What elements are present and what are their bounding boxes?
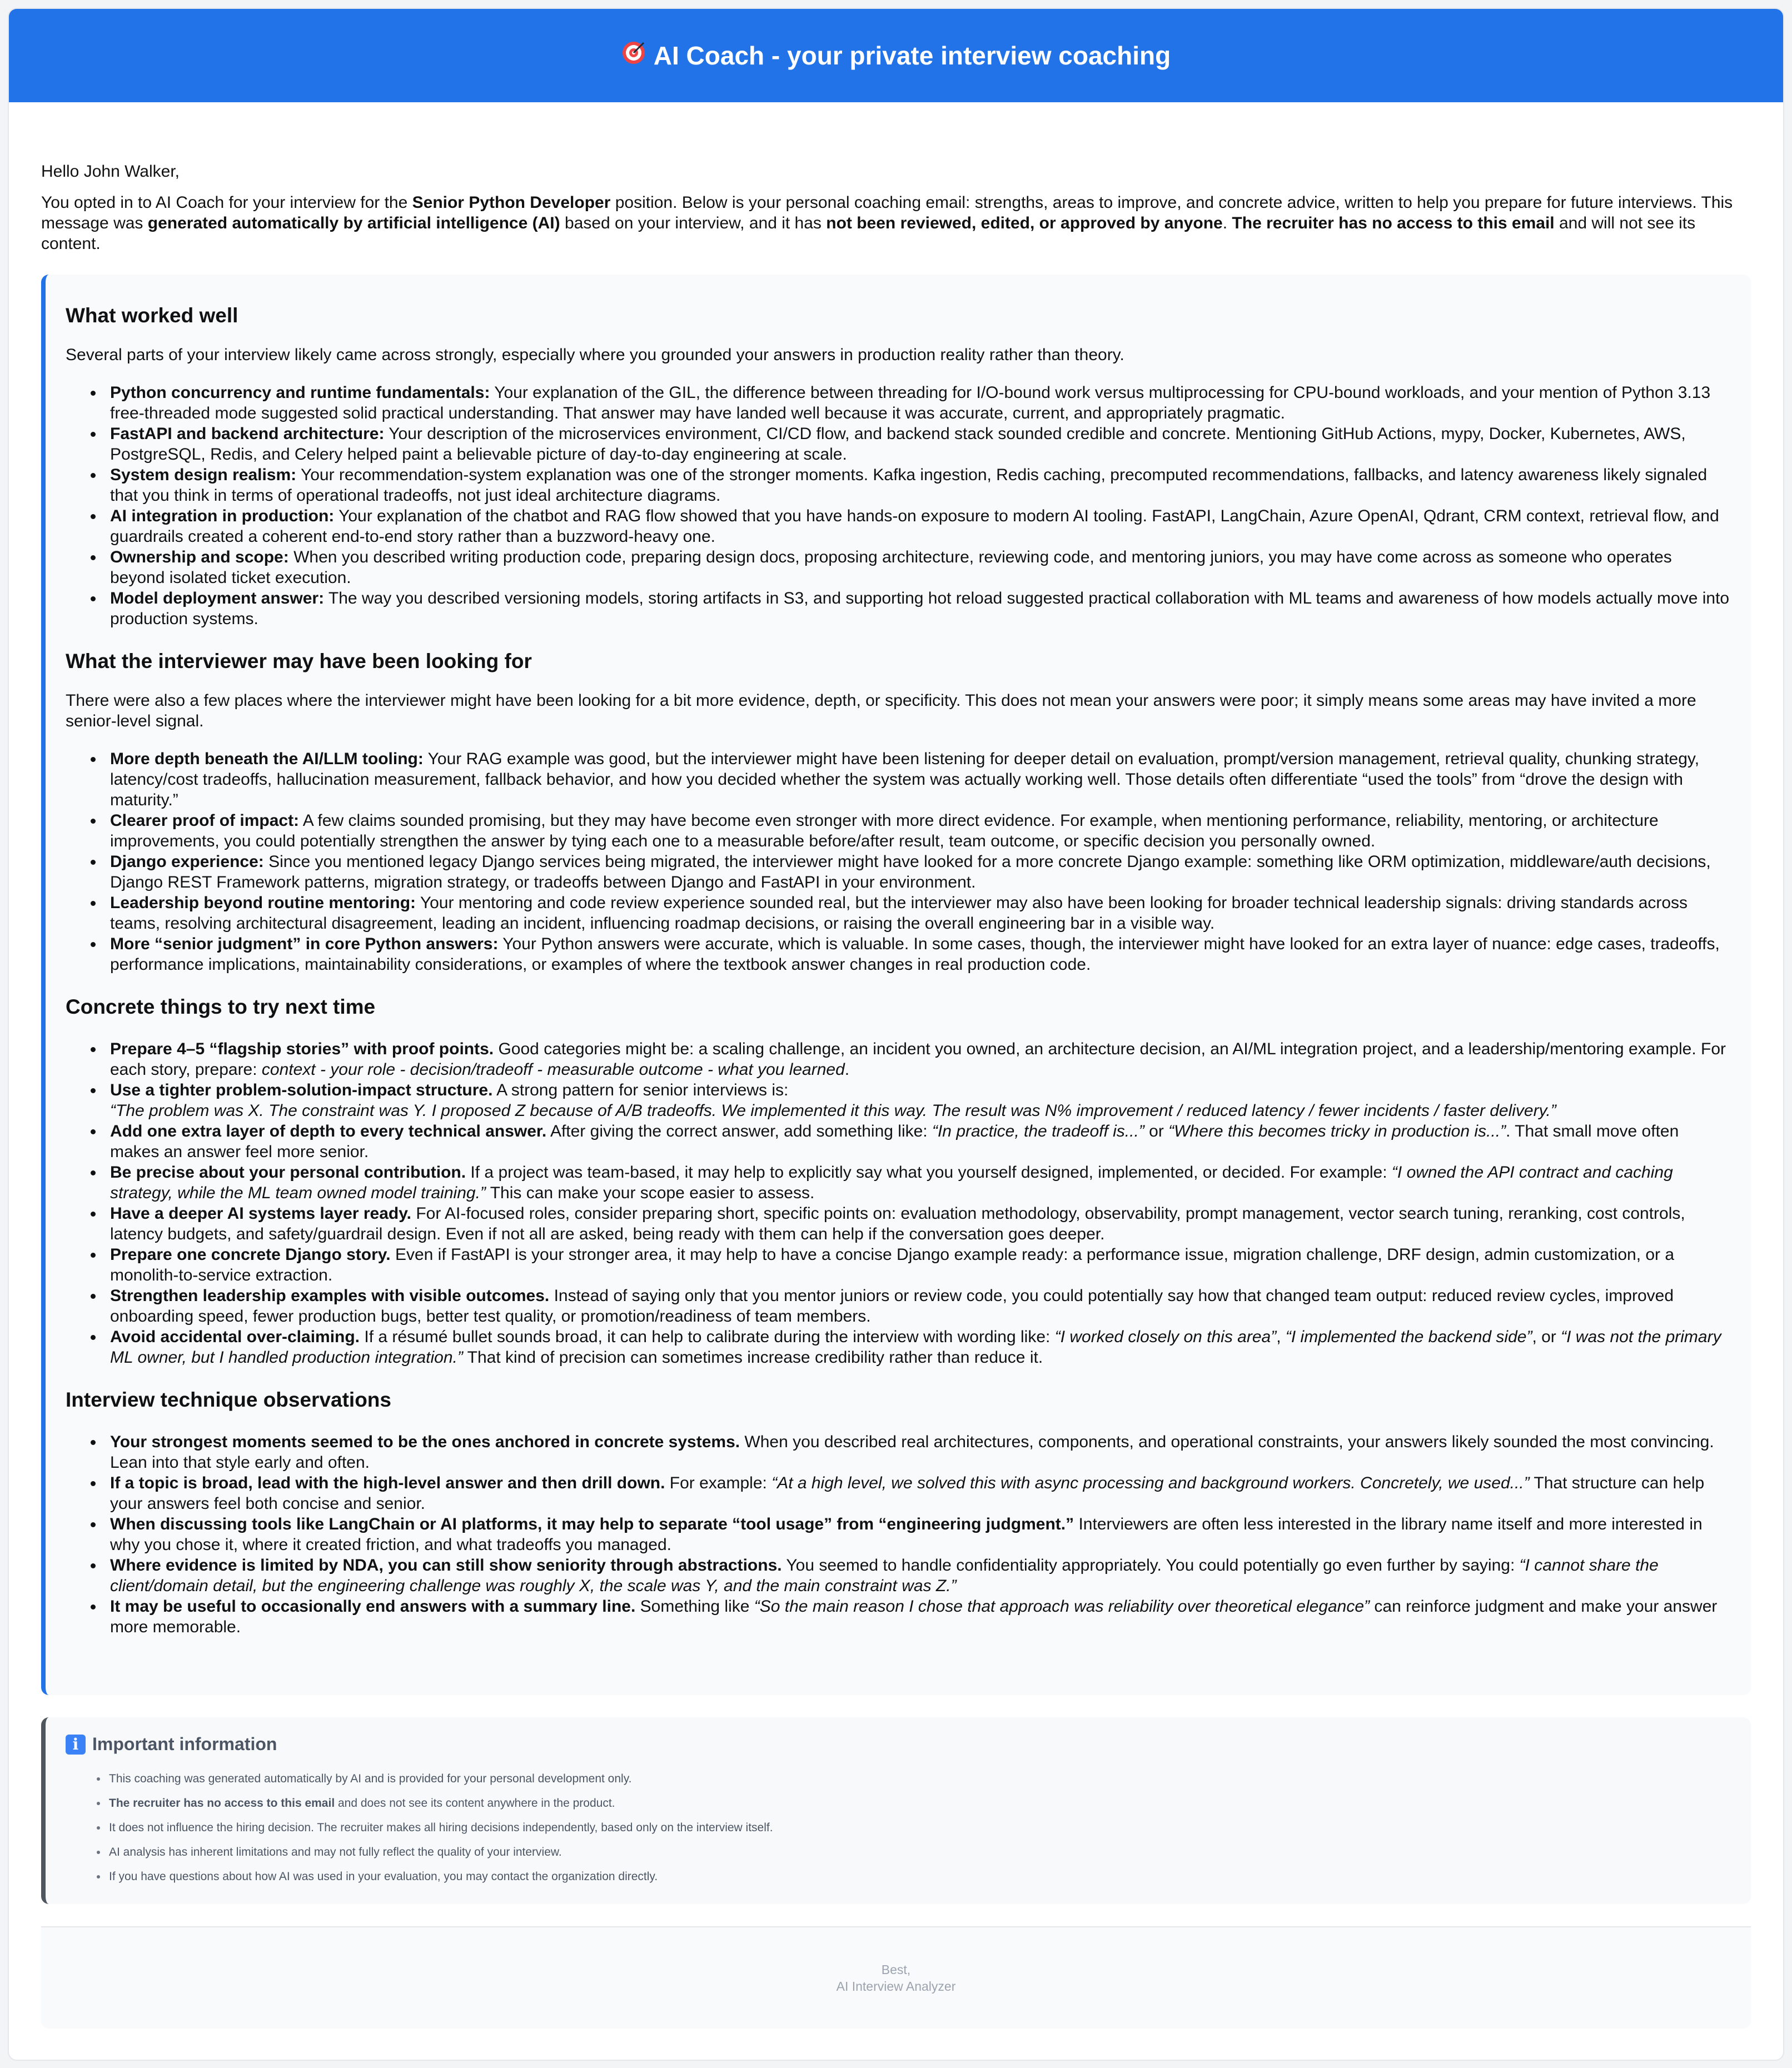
email-body xyxy=(9,161,1783,2029)
bold-text: System design realism: xyxy=(110,466,297,484)
bold-text: Have a deeper AI systems layer ready. xyxy=(110,1204,411,1223)
list-item xyxy=(91,851,1731,893)
feedback-list xyxy=(66,1039,1731,1368)
info-icon: i xyxy=(66,1735,86,1755)
italic-text: “Where this becomes tricky in production is...” xyxy=(1168,1122,1506,1140)
bold-text: Model deployment answer: xyxy=(110,589,325,607)
italic-text: context - your role - decision/tradeoff - measurable outcome - what you learned xyxy=(261,1060,845,1079)
list-item xyxy=(91,382,1731,423)
text-run: It does not influence the hiring decision. The recruiter makes all hiring decisions independently, based only on the interview itself. xyxy=(109,1821,773,1834)
text-run: That structure can help your answers feel both concise and senior. xyxy=(110,1474,1705,1513)
text-run: , xyxy=(1276,1328,1286,1346)
info-list xyxy=(66,1767,1730,1889)
section-title: What worked well xyxy=(66,304,238,327)
text-run: based on your interview, and it has xyxy=(560,214,827,232)
text-run: If a résumé bullet sounds broad, it can help to calibrate during the interview with wording like: xyxy=(360,1328,1055,1346)
list-item xyxy=(97,1791,1730,1816)
bold-text: If a topic is broad, lead with the high-level answer and then drill down. xyxy=(110,1474,665,1492)
text-run: The way you described versioning models, storing artifacts in S3, and supporting hot reload suggested practical collaboration with ML teams and awareness of how models actually move into production systems. xyxy=(110,589,1730,628)
bold-text: More depth beneath the AI/LLM tooling: xyxy=(110,750,424,768)
italic-text: “The problem was X. The constraint was Y. I proposed Z because of A/B tradeoffs. We implemented it this way. The result was N% improvement / reduced latency / fewer incidents / faster delivery.” xyxy=(110,1102,1556,1120)
sender-name: AI Interview Analyzer xyxy=(836,1979,956,1994)
italic-text: “At a high level, we solved this with async processing and background workers. Concretely, we used...” xyxy=(771,1474,1530,1492)
list-item xyxy=(91,1555,1731,1596)
italic-text: “I was not the primary ML owner, but I handled production integration.” xyxy=(110,1328,1721,1367)
text-run: . xyxy=(844,1060,850,1079)
text-run: If you have questions about how AI was used in your evaluation, you may contact the organization directly. xyxy=(109,1870,658,1883)
list-item xyxy=(91,1203,1731,1244)
italic-text: “So the main reason I chose that approach was reliability over theoretical elegance” xyxy=(754,1597,1370,1616)
text-run: When you described real architectures, components, and operational constraints, your answers likely sounded the most convincing. Lean into that style early and often. xyxy=(110,1433,1714,1472)
text-run: If a project was team-based, it may help to explicitly say what you yourself designed, implemented, or decided. For example: xyxy=(466,1163,1392,1182)
bold-text: FastAPI and backend architecture: xyxy=(110,425,385,443)
bold-text: The recruiter has no access to this email xyxy=(109,1797,335,1810)
list-item xyxy=(91,810,1731,851)
list-item xyxy=(91,1432,1731,1473)
feedback-list xyxy=(66,1432,1731,1637)
text-run: Your recommendation-system explanation was one of the stronger moments. Kafka ingestion, Redis caching, precomputed recommendations, fallbacks, and latency awareness likely signaled that you think in terms of operational tradeoffs, not just ideal architecture diagrams. xyxy=(110,466,1708,505)
section-text: Several parts of your interview likely came across strongly, especially where you grounded your answers in production reality rather than theory. xyxy=(66,346,1124,364)
email-header xyxy=(9,9,1783,102)
text-run: Your Python answers were accurate, which is valuable. In some cases, though, the interviewer might have looked for an extra layer of nuance: edge cases, tradeoffs, performance implications, maintainability considerations, or examples of where the textbook answer changes in real production code. xyxy=(110,935,1720,974)
text-run: , or xyxy=(1532,1328,1561,1346)
bold-text: Add one extra layer of depth to every technical answer. xyxy=(110,1122,547,1140)
email-title: AI Coach - your private interview coaching xyxy=(653,41,1171,70)
section-interviewer-looking-for xyxy=(66,649,1731,975)
list-item xyxy=(97,1840,1730,1865)
bold-text: Python concurrency and runtime fundamentals: xyxy=(110,383,490,402)
text-run: . xyxy=(1222,214,1232,232)
list-item xyxy=(91,934,1731,975)
list-item xyxy=(97,1767,1730,1791)
bold-text: Strengthen leadership examples with visible outcomes. xyxy=(110,1287,550,1305)
bold-text: Ownership and scope: xyxy=(110,548,289,566)
feedback-list xyxy=(66,382,1731,629)
text-run: Since you mentioned legacy Django services being migrated, the interviewer might have looked for a more concrete Django example: something like ORM optimization, middleware/auth decisions, Django REST Framework patterns, migration strategy, or tradeoffs between Django and FastAPI in your environment. xyxy=(110,853,1711,891)
text-run: and will not see its content. xyxy=(41,214,1696,253)
bold-text: Django experience: xyxy=(110,853,264,871)
bold-text: not been reviewed, edited, or approved by anyone xyxy=(826,214,1223,232)
text-run: A strong pattern for senior interviews is: xyxy=(492,1081,789,1099)
list-item xyxy=(91,1244,1731,1285)
list-item xyxy=(91,1039,1731,1080)
text-run: Your description of the microservices environment, CI/CD flow, and backend stack sounded credible and concrete. Mentioning GitHub Actions, mypy, Docker, Kubernetes, AWS, PostgreSQL, Redis, and Celery helped paint a believable picture of day-to-day engineering at scale. xyxy=(110,425,1686,464)
italic-text: “I cannot share the client/domain detail, but the engineering challenge was roughly X, the scale was Y, and the main constraint was Z.” xyxy=(110,1556,1659,1595)
coaching-feedback-box xyxy=(41,275,1751,1695)
text-run: After giving the correct answer, add something like: xyxy=(546,1122,932,1140)
section-text: There were also a few places where the interviewer might have been looking for a bit more evidence, depth, or specificity. This does not mean your answers were poor; it simply means some areas may have invited a more senior-level signal. xyxy=(66,691,1696,730)
bold-text: Prepare one concrete Django story. xyxy=(110,1245,391,1264)
text-run: When you described writing production code, preparing design docs, proposing architecture, reviewing code, and mentoring juniors, you may have come across as someone who operates beyond isolated ticket execution. xyxy=(110,548,1672,587)
text-run: That kind of precision can sometimes increase credibility rather than reduce it. xyxy=(462,1348,1043,1367)
email-card xyxy=(8,8,1784,2061)
bold-text: Leadership beyond routine mentoring: xyxy=(110,894,416,912)
bold-text: When discussing tools like LangChain or AI platforms, it may help to separate “tool usage” from “engineering judgment.” xyxy=(110,1515,1074,1533)
italic-text: “I owned the API contract and caching strategy, while the ML team owned model training.” xyxy=(110,1163,1673,1202)
bold-text: AI integration in production: xyxy=(110,507,335,525)
italic-text: “I worked closely on this area” xyxy=(1054,1328,1277,1346)
text-run: A few claims sounded promising, but they may have become even stronger with more direct evidence. For example, when mentioning performance, reliability, mentoring, or architecture improvements, you could potentially strengthen the answer by tying each one to a measurable before/after result, team outcome, or specific decision you personally owned. xyxy=(110,811,1659,850)
section-worked-well xyxy=(66,303,1731,629)
target-icon xyxy=(621,41,646,71)
text-run: Something like xyxy=(635,1597,754,1616)
list-item xyxy=(91,588,1731,629)
text-run: Your explanation of the GIL, the difference between threading for I/O-bound work versus multiprocessing for CPU-bound workloads, and your mention of Python 3.13 free-threaded mode suggested solid practical understanding. That answer may have landed well because it was accurate, current, and appropriately pragmatic. xyxy=(110,383,1711,422)
info-heading xyxy=(66,1734,1730,1755)
list-item xyxy=(91,506,1731,547)
email-footer xyxy=(41,1926,1751,2029)
bold-text: It may be useful to occasionally end answers with a summary line. xyxy=(110,1597,636,1616)
italic-text: “In practice, the tradeoff is...” xyxy=(932,1122,1144,1140)
list-item xyxy=(91,423,1731,465)
text-run: Interviewers are often less interested in the library name itself and more interested in why you chose it, where it created friction, and what tradeoffs you managed. xyxy=(110,1515,1703,1554)
text-run: For AI-focused roles, consider preparing short, specific points on: evaluation methodology, observability, prompt management, vector search tuning, reranking, cost controls, latency budgets, and safety/guardrail design. Even if not all are asked, being ready with them can help if the conversation goes deeper. xyxy=(110,1204,1685,1243)
list-item xyxy=(91,1596,1731,1637)
text-run: You opted in to AI Coach for your interview for the xyxy=(41,193,412,212)
text-run: Good categories might be: a scaling challenge, an incident you owned, an architecture decision, an AI/ML integration project, and a leadership/mentoring example. For each story, prepare: xyxy=(110,1040,1726,1079)
bold-text: Senior Python Developer xyxy=(412,193,611,212)
list-item xyxy=(91,749,1731,810)
list-item xyxy=(91,1080,1731,1121)
list-item xyxy=(91,1285,1731,1327)
text-run: or xyxy=(1144,1122,1169,1140)
text-run: You seemed to handle confidentiality appropriately. You could potentially go even further by saying: xyxy=(781,1556,1520,1574)
list-item xyxy=(91,893,1731,934)
text-run: Your mentoring and code review experience sounded real, but the interviewer may also have been looking for broader technical leadership signals: driving standards across teams, resolving architectural disagreement, leading an incident, influencing roadmap decisions, or raising the overall engineering bar in a visible way. xyxy=(110,894,1688,933)
list-item xyxy=(91,1327,1731,1368)
bold-text: generated automatically by artificial intelligence (AI) xyxy=(147,214,560,232)
list-item xyxy=(97,1865,1730,1889)
important-information-box xyxy=(41,1717,1751,1904)
text-run: This can make your scope easier to assess. xyxy=(485,1184,815,1202)
bold-text: Clearer proof of impact: xyxy=(110,811,300,830)
bold-text: Where evidence is limited by NDA, you can still show seniority through abstractions. xyxy=(110,1556,782,1574)
list-item xyxy=(91,465,1731,506)
sign-off: Best, xyxy=(881,1962,911,1977)
text-run: . That small move often makes an answer feel more senior. xyxy=(110,1122,1679,1161)
text-run: and does not see its content anywhere in the product. xyxy=(335,1797,615,1810)
text-run: Your RAG example was good, but the interviewer might have been listening for deeper detail on evaluation, prompt/version management, retrieval quality, chunking strategy, latency/cost tradeoffs, hallucination measurement, fallback behavior, and how you decided whether the system was actually working well. Those details often differentiate “used the tools” from “drove the design with maturity.” xyxy=(110,750,1700,809)
list-item xyxy=(91,1473,1731,1514)
text-run: Your explanation of the chatbot and RAG flow showed that you have hands-on exposure to modern AI tooling. FastAPI, LangChain, Azure OpenAI, Qdrant, CRM context, retrieval flow, and guardrails created a coherent end-to-end story rather than a buzzword-heavy one. xyxy=(110,507,1719,546)
section-try-next-time xyxy=(66,995,1731,1368)
list-item xyxy=(91,1514,1731,1555)
text-run: This coaching was generated automatically by AI and is provided for your personal development only. xyxy=(109,1772,632,1785)
bold-text: More “senior judgment” in core Python answers: xyxy=(110,935,499,953)
list-item xyxy=(91,1121,1731,1162)
bold-text: Avoid accidental over-claiming. xyxy=(110,1328,360,1346)
text-run: AI analysis has inherent limitations and may not fully reflect the quality of your interview. xyxy=(109,1846,562,1858)
info-title: Important information xyxy=(92,1734,277,1754)
intro-paragraph xyxy=(41,192,1751,254)
bold-text: Be precise about your personal contribution. xyxy=(110,1163,466,1182)
section-technique-observations xyxy=(66,1388,1731,1637)
italic-text: “I implemented the backend side” xyxy=(1285,1328,1532,1346)
bold-text: The recruiter has no access to this email xyxy=(1232,214,1555,232)
list-item xyxy=(91,1162,1731,1203)
bold-text: Your strongest moments seemed to be the ones anchored in concrete systems. xyxy=(110,1433,740,1451)
feedback-list xyxy=(66,749,1731,975)
list-item xyxy=(91,547,1731,588)
bold-text: Prepare 4–5 “flagship stories” with proof points. xyxy=(110,1040,494,1058)
bold-text: Use a tighter problem-solution-impact structure. xyxy=(110,1081,493,1099)
text-run: For example: xyxy=(665,1474,772,1492)
section-title: Interview technique observations xyxy=(66,1388,391,1411)
greeting: Hello John Walker, xyxy=(41,162,180,181)
text-run: position. Below is your personal coaching email: strengths, areas to improve, and concrete advice, written to help you prepare for future interviews. This message was xyxy=(41,193,1733,232)
section-title: Concrete things to try next time xyxy=(66,995,376,1018)
text-run: Even if FastAPI is your stronger area, it may help to have a concise Django example ready: a performance issue, migration challenge, DRF design, admin customization, or a monolith-to-service extraction. xyxy=(110,1245,1675,1284)
text-run: Instead of saying only that you mentor juniors or review code, you could potentially say how that changed team output: reduced review cycles, improved onboarding speed, fewer production bugs, better test quality, or promotion/readiness of team members. xyxy=(110,1287,1674,1325)
text-run: can reinforce judgment and make your answer more memorable. xyxy=(110,1597,1718,1636)
section-title: What the interviewer may have been looking for xyxy=(66,650,532,672)
list-item xyxy=(97,1816,1730,1840)
